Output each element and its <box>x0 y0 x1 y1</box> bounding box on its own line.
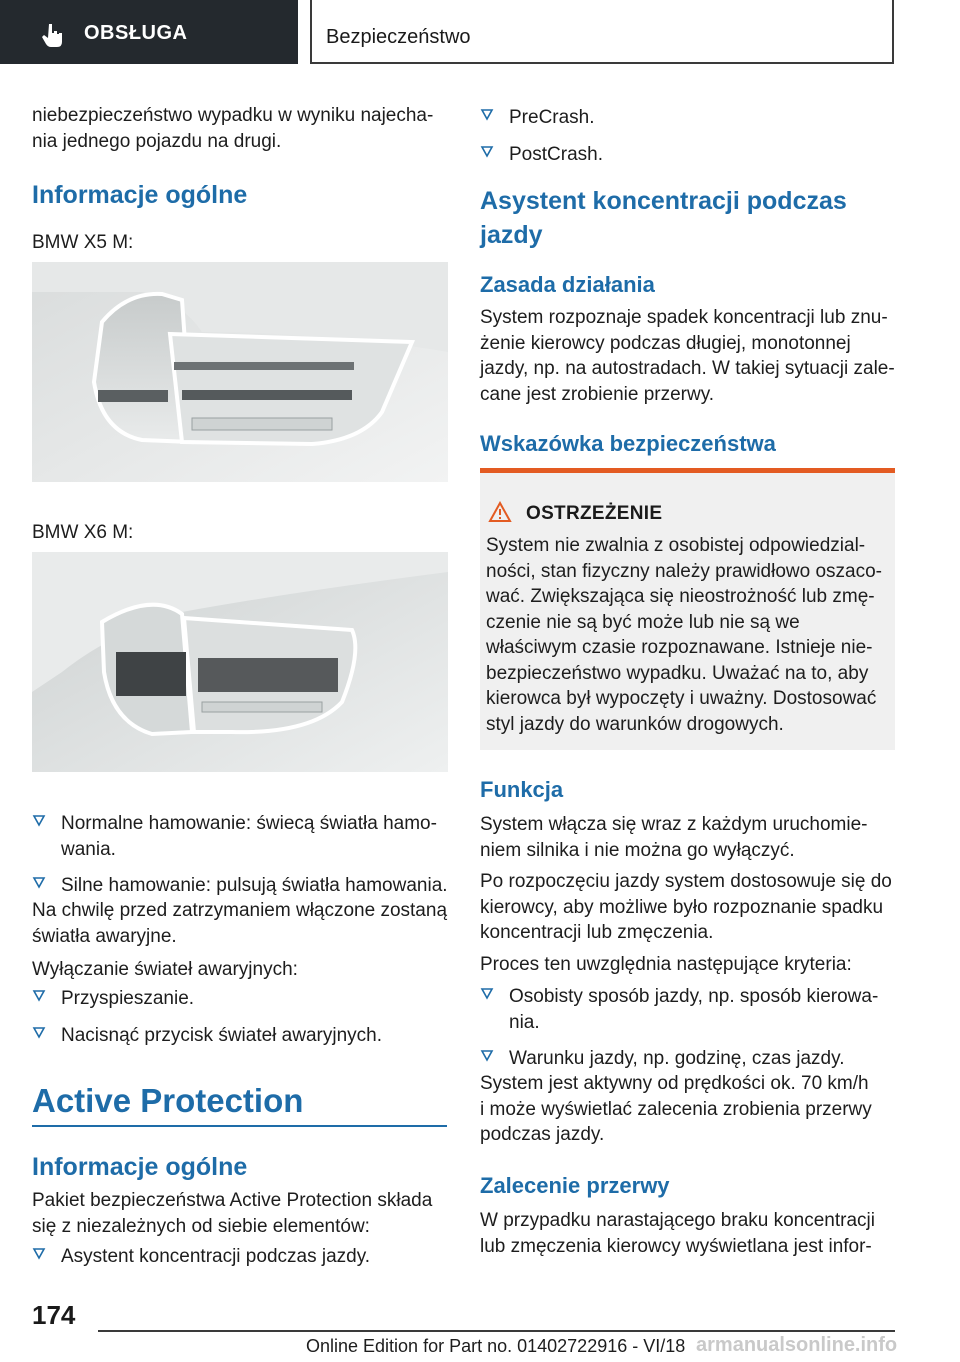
hazard-off-text: Wyłączanie świateł awaryjnych: <box>32 959 298 980</box>
image-x5-taillight <box>32 262 448 482</box>
criteria-bullets <box>480 984 896 1072</box>
footer-rule <box>98 1330 895 1332</box>
heading-active-protection: Active Protection <box>32 1082 304 1119</box>
triangle-bullet-icon <box>32 876 46 890</box>
active-speed-text: System jest aktywny od prędkości ok. 70 km/h i może wyświetlać zalecenia zrobienia przerwy podczas jazdy. <box>480 1073 872 1145</box>
function-text-3: Proces ten uwzględnia następujące kryteria: <box>480 954 852 975</box>
top-bullets <box>480 105 896 167</box>
triangle-bullet-icon <box>32 989 46 1003</box>
package-text: Pakiet bezpieczeństwa Active Protection składa się z niezależnych od siebie elementów: <box>32 1190 433 1237</box>
heading-safety-note: Wskazówka bezpieczeństwa <box>480 431 776 456</box>
triangle-bullet-icon <box>32 1247 46 1261</box>
watermark: armanualsonline.info <box>696 1334 898 1356</box>
heading-principle: Zasada działania <box>480 272 655 297</box>
chapter-title-box <box>310 0 894 64</box>
warning-title: OSTRZEŻENIE <box>526 503 663 524</box>
warning-box <box>480 468 895 750</box>
triangle-bullet-icon <box>480 1049 494 1063</box>
list-item: Asystent koncentracji podczas jazdy. <box>32 1244 448 1270</box>
heading-general-info-2: Informacje ogólne <box>32 1153 248 1181</box>
list-item: PostCrash. <box>480 142 896 168</box>
heading-rule <box>32 1125 447 1127</box>
heading-function: Funkcja <box>480 777 564 802</box>
triangle-bullet-icon <box>480 145 494 159</box>
triangle-bullet-icon <box>32 1026 46 1040</box>
label-x6: BMW X6 M: <box>32 522 134 543</box>
list-item: PreCrash. <box>480 105 896 131</box>
list-item: Nacisnąć przycisk świateł awaryjnych. <box>32 1023 448 1049</box>
hazard-text: Na chwilę przed zatrzymaniem włączone zostaną światła awaryjne. <box>32 900 448 947</box>
brake-bullets <box>32 811 448 899</box>
chapter-title: Bezpieczeństwo <box>326 26 471 48</box>
heading-general-info: Informacje ogólne <box>32 181 248 209</box>
warning-triangle-icon <box>488 501 512 523</box>
principle-text: System rozpoznaje spadek koncentracji lub znu- żenie kierowcy podczas długiej, monotonnej jazdy, np. na autostradach. W takiej sytuacji zale- cane jest zrobienie przerwy. <box>480 307 895 405</box>
function-text-1: System włącza się wraz z każdym uruchomie- niem silnika i nie można go wyłączyć. <box>480 814 868 861</box>
image-x6-taillight <box>32 552 448 772</box>
list-item: Normalne hamowanie: świecą światła hamo- wania. <box>32 811 448 862</box>
function-text-2: Po rozpoczęciu jazdy system dostosowuje się do kierowcy, aby możliwe było rozpoznanie spadku koncentracji lub zmęczenia. <box>480 871 892 943</box>
list-item: Osobisty sposób jazdy, np. sposób kierowa- nia. <box>480 984 896 1035</box>
triangle-bullet-icon <box>480 987 494 1001</box>
triangle-bullet-icon <box>32 814 46 828</box>
intro-text: niebezpieczeństwo wypadku w wyniku najecha- nia jednego pojazdu na drugi. <box>32 105 434 152</box>
edition-text: Online Edition for Part no. 01402722916 - VI/18 <box>306 1336 686 1356</box>
page-number: 174 <box>32 1300 76 1330</box>
section-tab <box>0 0 298 64</box>
label-x5: BMW X5 M: <box>32 232 134 253</box>
section-tab-label: OBSŁUGA <box>84 22 188 44</box>
list-item: Przyspieszanie. <box>32 986 448 1012</box>
heading-attention-assistant: Asystent koncentracji podczas jazdy <box>480 187 847 249</box>
package-bullets <box>32 1244 448 1270</box>
hand-pointer-icon <box>40 22 66 48</box>
break-text: W przypadku narastającego braku koncentracji lub zmęczenia kierowcy wyświetlana jest infor- <box>480 1210 875 1257</box>
warning-text: System nie zwalnia z osobistej odpowiedzial- ności, stan fizyczny należy prawidłowo oszaco- wać. Zwiększająca się nieostrożność lub zmę- czenie nie są być może lub nie są we właściwym czasie rozpoznawane. Istnieje nie- bezpieczeństwo wypadku. Uważać na to, aby kierowca był wypoczęty i uważny. Dostosować styl jazdy do warunków drogowych. <box>486 535 883 735</box>
triangle-bullet-icon <box>480 108 494 122</box>
list-item: Silne hamowanie: pulsują światła hamowania. <box>32 873 448 899</box>
heading-break-recommendation: Zalecenie przerwy <box>480 1173 670 1198</box>
hazard-off-bullets <box>32 986 448 1048</box>
list-item: Warunku jazdy, np. godzinę, czas jazdy. <box>480 1046 896 1072</box>
